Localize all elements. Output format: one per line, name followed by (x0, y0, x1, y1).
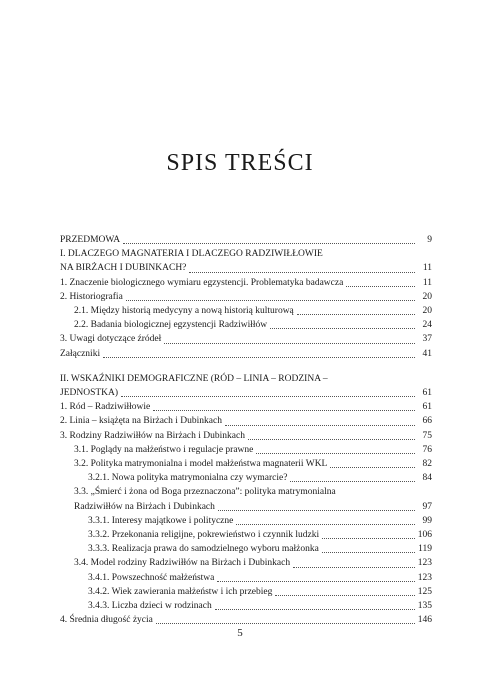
toc-entry-text: 3.2.1. Nowa polityka matrymonialna czy wymarcie? (88, 473, 288, 484)
table-of-contents (60, 233, 432, 627)
toc-entry (60, 304, 432, 318)
toc-entry-page: 41 (422, 348, 432, 359)
toc-entry-text: 3. Rodziny Radziwiłłów na Birżach i Dubinkach (60, 430, 245, 441)
dot-leader (248, 438, 415, 440)
dot-leader (322, 537, 415, 539)
toc-entry-page: 20 (422, 306, 432, 317)
toc-entry-text: 3.3. „Śmierć i żona od Boga przeznaczona”: polityka matrymonialna (74, 487, 336, 498)
toc-entry-text: 2.2. Badania biologicznej egzystencji Radziwiłłów (74, 320, 268, 331)
toc-entry-text: 3.1. Poglądy na małżeństwo i regulacje prawne (74, 444, 254, 455)
toc-entry-text: 4. Średnia długość życia (60, 615, 153, 626)
toc-entry-page: 24 (422, 320, 432, 331)
toc-entry-page: 75 (422, 430, 432, 441)
toc-entry-page: 11 (422, 277, 432, 288)
section-gap (60, 361, 432, 372)
dot-leader (156, 622, 415, 624)
dot-leader (217, 580, 414, 582)
toc-entry-text-continued: Radziwiłłów na Birżach i Dubinkach (74, 501, 215, 512)
toc-entry-text: 3.3.3. Realizacja prawa do samodzielnego wyboru małżonka (88, 544, 319, 555)
toc-entry-text: I. DLACZEGO MAGNATERIA I DLACZEGO RADZIWIŁŁOWIE (60, 249, 323, 260)
toc-entry (60, 514, 432, 528)
dot-leader (346, 285, 415, 287)
toc-entry-text: 3.4.2. Wiek zawierania małżeństw i ich przebieg (88, 586, 273, 597)
toc-entry-page: 9 (427, 235, 432, 245)
toc-entry-page: 76 (422, 444, 432, 455)
toc-entry (60, 318, 432, 332)
page-title: SPIS TREŚCI (166, 150, 314, 176)
toc-entry (60, 500, 432, 514)
toc-entry (60, 599, 432, 613)
toc-entry (60, 347, 432, 361)
toc-entry (60, 585, 432, 599)
toc-entry-page: 146 (417, 615, 432, 626)
toc-entry (60, 400, 432, 414)
toc-entry-page: 82 (422, 459, 432, 470)
toc-entry (60, 261, 432, 275)
toc-entry (60, 332, 432, 346)
toc-entry-text: 3.3.1. Interesy majątkowe i polityczne (88, 515, 234, 526)
toc-entry-text-continued: JEDNOSTKA) (60, 388, 119, 399)
toc-entry-page: 97 (422, 501, 432, 512)
dot-leader (275, 594, 414, 596)
toc-entry (60, 471, 432, 485)
toc-entry-text: 2. Historiografia (60, 291, 123, 302)
dot-leader (189, 271, 415, 273)
toc-entry-text: 2. Linia – książęta na Birżach i Dubinkach (60, 416, 222, 427)
toc-entry-page: 84 (422, 473, 432, 484)
dot-leader (330, 466, 415, 468)
toc-entry-page: 123 (417, 558, 432, 569)
toc-entry-page: 20 (422, 291, 432, 302)
dot-leader (290, 480, 415, 482)
page-number: 5 (237, 627, 243, 639)
dot-leader (123, 242, 415, 244)
dot-leader (270, 327, 415, 329)
toc-entry-text: 3. Uwagi dotyczące źródeł (60, 334, 162, 345)
toc-entry-page: 37 (422, 334, 432, 345)
toc-entry (60, 542, 432, 556)
toc-entry (60, 233, 432, 247)
dot-leader (103, 356, 415, 358)
toc-entry (60, 571, 432, 585)
toc-entry-page: 11 (422, 263, 432, 274)
dot-leader (164, 342, 415, 344)
toc-entry-text: 3.3.2. Przekonania religijne, pokrewieństwo i czynnik ludzki (88, 530, 320, 541)
toc-entry-text: 3.4. Model rodziny Radziwiłłów na Birżach i Dubinkach (74, 558, 291, 569)
toc-entry-text: 1. Znaczenie biologicznego wymiaru egzystencji. Problematyka badawcza (60, 277, 344, 288)
toc-entry (60, 414, 432, 428)
toc-entry-text: 3.2. Polityka matrymonialna i model małżeństwa magnaterii WKL (74, 459, 328, 470)
dot-leader (218, 509, 415, 511)
toc-entry-page: 123 (417, 572, 432, 583)
toc-entry-page: 66 (422, 416, 432, 427)
toc-entry-page: 99 (422, 515, 432, 526)
toc-entry-text: 3.4.1. Powszechność małżeństwa (88, 572, 215, 583)
toc-entry-text: II. WSKAŹNIKI DEMOGRAFICZNE (RÓD – LINIA – RODZINA – (60, 373, 328, 384)
dot-leader (121, 395, 415, 397)
dot-leader (236, 523, 415, 525)
dot-leader (256, 452, 415, 454)
toc-entry (60, 290, 432, 304)
toc-entry (60, 613, 432, 627)
toc-entry (60, 457, 432, 471)
toc-entry-text-continued: NA BIRŻACH I DUBINKACH? (60, 263, 187, 274)
dot-leader (322, 551, 415, 553)
toc-entry-text: 3.4.3. Liczba dzieci w rodzinach (88, 601, 212, 612)
toc-entry-text: 2.1. Między historią medycyny a nową historią kulturową (74, 306, 294, 317)
dot-leader (126, 299, 415, 301)
toc-entry-page: 135 (417, 601, 432, 612)
toc-entry (60, 443, 432, 457)
dot-leader (293, 566, 415, 568)
toc-entry-text: Załączniki (60, 348, 101, 359)
toc-entry-text: 1. Ród – Radziwiłłowie (60, 402, 151, 413)
toc-entry (60, 556, 432, 570)
toc-entry-page: 125 (417, 586, 432, 597)
toc-entry-text: PRZEDMOWA (60, 235, 121, 245)
toc-entry (60, 276, 432, 290)
toc-entry (60, 528, 432, 542)
toc-entry-page: 119 (418, 544, 432, 555)
toc-entry-page: 61 (422, 388, 432, 399)
dot-leader (153, 409, 415, 411)
dot-leader (297, 313, 415, 315)
toc-entry (60, 429, 432, 443)
toc-entry-page: 61 (422, 402, 432, 413)
toc-entry (60, 386, 432, 400)
dot-leader (225, 424, 415, 426)
dot-leader (215, 608, 415, 610)
toc-entry-page: 106 (417, 530, 432, 541)
